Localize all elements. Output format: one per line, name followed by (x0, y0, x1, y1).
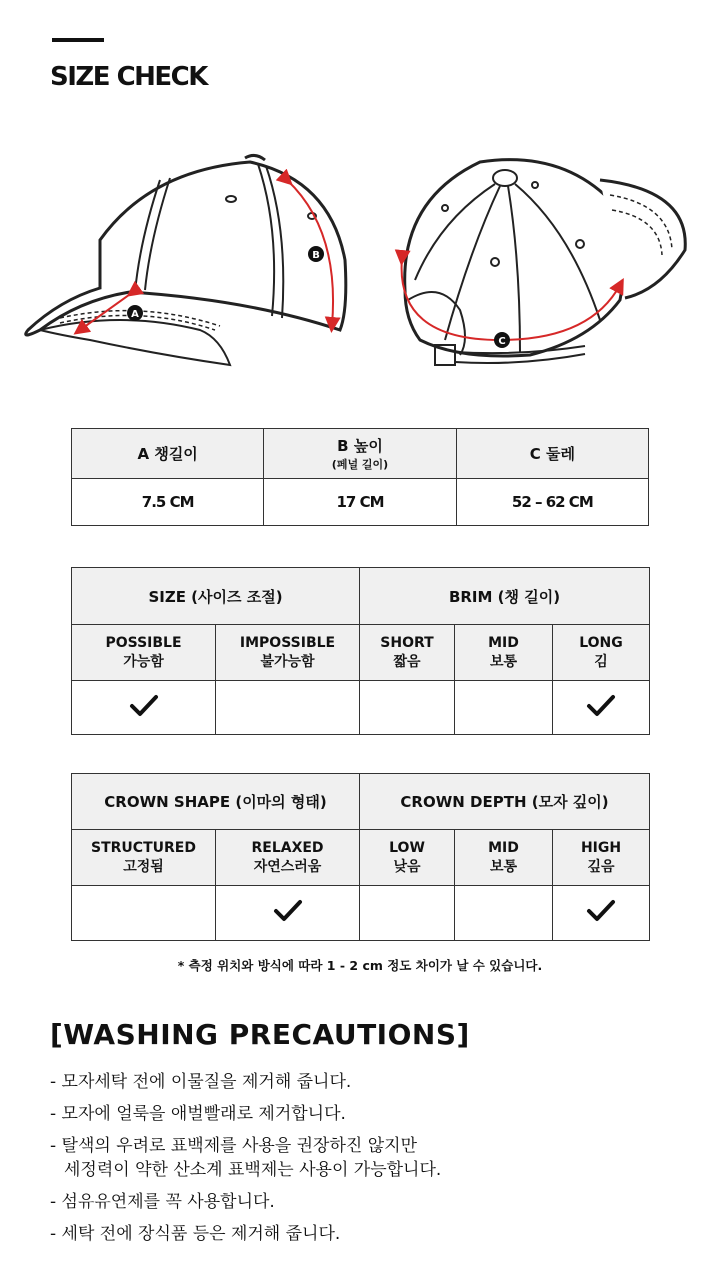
size_brim_table-check-cell-mid (455, 681, 553, 735)
crown-table (71, 773, 650, 941)
option-label-ko: 불가능함 (260, 653, 315, 670)
label-b: B (312, 250, 320, 261)
cap-side-view (26, 155, 346, 365)
size_brim_table-check-cell-impossible (216, 681, 360, 735)
cap-illustration (0, 140, 720, 400)
option-label-en: IMPOSSIBLE (239, 634, 336, 651)
option-label-ko: 보통 (489, 653, 518, 670)
crown_table-option-mid (455, 830, 553, 886)
header-height-sub: (페널 길이) (331, 458, 389, 471)
washing-item: - 세탁 전에 장식품 등은 제거해 줍니다. (50, 1224, 341, 1244)
option-label-ko: 깊음 (587, 858, 615, 875)
header-height: B 높이 (페널 길이) (264, 429, 456, 479)
check-icon (129, 694, 159, 718)
measurement-table (71, 428, 649, 526)
header-circumference: C 둘레 (456, 429, 648, 479)
size-brim-table (71, 567, 650, 735)
option-label-en: STRUCTURED (91, 839, 196, 856)
option-label-en: LOW (389, 839, 425, 856)
washing-item: - 섬유유연제를 꼭 사용합니다. (50, 1192, 275, 1212)
washing-item-continued: 세정력이 약한 산소계 표백제는 사용이 가능합니다. (64, 1160, 442, 1180)
option-label-en: RELAXED (251, 839, 324, 856)
size-header: SIZE (사이즈 조절) (72, 568, 360, 625)
washing-item: - 모자에 얼룩을 애벌빨래로 제거합니다. (50, 1104, 346, 1124)
size_brim_table-check-cell-long (553, 681, 650, 735)
crown_table-option-relaxed (216, 830, 360, 886)
washing-item: - 모자세탁 전에 이물질을 제거해 줍니다. (50, 1072, 352, 1092)
size_brim_table-option-mid (455, 625, 553, 681)
label-a: A (131, 309, 139, 320)
option-label-ko: 고정됨 (123, 858, 164, 875)
option-label-en: SHORT (380, 634, 434, 651)
crown_table-option-high (553, 830, 650, 886)
size_brim_table-option-impossible (216, 625, 360, 681)
value-brim-length: 7.5 CM (72, 479, 264, 526)
size_brim_table-option-long (553, 625, 650, 681)
check-icon (586, 899, 616, 923)
crown-shape-header: CROWN SHAPE (이마의 형태) (72, 774, 360, 830)
value-height: 17 CM (264, 479, 456, 526)
crown_table-option-low (360, 830, 455, 886)
option-label-en: HIGH (580, 839, 622, 856)
size_brim_table-check-cell-possible (72, 681, 216, 735)
check-icon (273, 899, 303, 923)
option-label-en: POSSIBLE (105, 634, 182, 651)
crown_table-check-cell-mid (455, 886, 553, 941)
size_brim_table-option-possible (72, 625, 216, 681)
option-label-en: LONG (579, 634, 623, 651)
option-label-ko: 가능함 (123, 653, 164, 670)
option-label-ko: 보통 (489, 858, 518, 875)
size_brim_table-check-cell-short (360, 681, 455, 735)
measurement-note: * 측정 위치와 방식에 따라 1 - 2 cm 정도 차이가 날 수 있습니다. (177, 958, 543, 973)
crown_table-check-cell-relaxed (216, 886, 360, 941)
washing-item: - 탈색의 우려로 표백제를 사용을 권장하진 않지만 (50, 1136, 417, 1156)
washing-title: [WASHING PRECAUTIONS] (50, 1018, 470, 1051)
header-brim-length: A 챙길이 (72, 429, 264, 479)
option-label-en: MID (488, 839, 519, 856)
crown_table-check-cell-high (553, 886, 650, 941)
crown_table-check-cell-low (360, 886, 455, 941)
label-c: C (498, 336, 506, 347)
crown-depth-header: CROWN DEPTH (모자 깊이) (360, 774, 650, 830)
option-label-ko: 자연스러움 (253, 858, 322, 875)
option-label-en: MID (488, 634, 519, 651)
crown_table-check-cell-structured (72, 886, 216, 941)
cap-back-view (405, 160, 686, 365)
option-label-ko: 김 (594, 653, 608, 670)
size_brim_table-option-short (360, 625, 455, 681)
crown_table-option-structured (72, 830, 216, 886)
option-label-ko: 낮음 (393, 858, 421, 875)
page-title: SIZE CHECK (50, 62, 207, 92)
option-label-ko: 짧음 (393, 653, 421, 670)
washing-list (50, 1070, 690, 1254)
value-circumference: 52 – 62 CM (456, 479, 648, 526)
title-bar-decoration (52, 38, 104, 42)
check-icon (586, 694, 616, 718)
brim-header: BRIM (챙 길이) (360, 568, 650, 625)
